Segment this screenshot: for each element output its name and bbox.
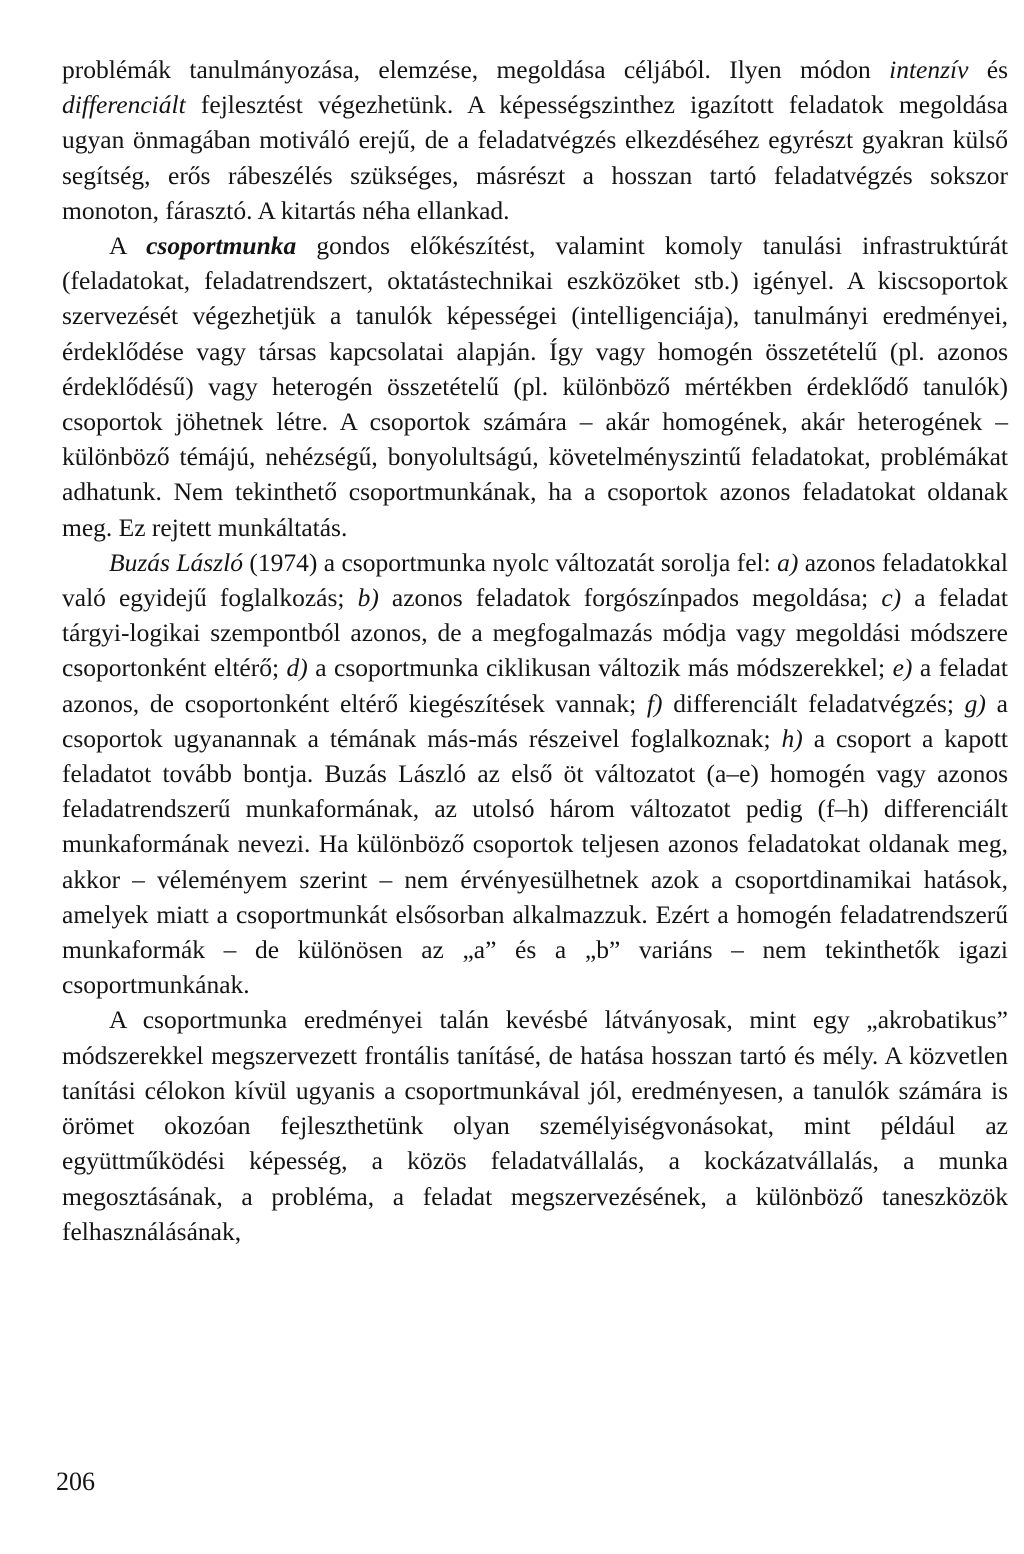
page-body (62, 52, 1008, 1249)
text-run: problémák tanulmányozása, elemzése, megoldása céljából. Ilyen módon (62, 55, 890, 84)
text-run: azonos feladatokkal való egyidejű foglalkozás; (62, 547, 1009, 613)
list-marker-h: h) (781, 723, 803, 753)
paragraph-2 (62, 228, 1008, 545)
text-run: a feladat tárgyi-logikai szempontból azonos, de a megfogalmazás módja vagy megoldási módszere csoportonként eltérő; (62, 583, 1008, 683)
list-marker-a: a) (777, 547, 799, 577)
text-run: differenciált feladatvégzés; (662, 688, 965, 718)
italic-term-differencialt: differenciált (62, 90, 186, 120)
bold-term-csoportmunka: csoportmunka (146, 231, 297, 261)
paragraph-1 (62, 52, 1008, 228)
list-marker-c: c) (881, 583, 902, 613)
text-run: fejlesztést végezhetünk. A képességszinthez igazított feladatok megoldása ugyan önmagában motiváló erejű, de a feladatvégzés elkezdéséhez egyrészt gyakran külső segítség, erős rábeszélés szükséges, másrészt a hosszan tartó feladatvégzés sokszor monoton, fárasztó. A kitartás néha ellankad. (62, 90, 1008, 225)
text-run: A (109, 231, 147, 261)
italic-author-name: Buzás László (109, 547, 243, 577)
paragraph-3 (62, 545, 1008, 1003)
text-run: a csoport a kapott feladatot tovább bontja. Buzás László az első öt változatot (a–e) homogén vagy azonos feladatrendszerű munkaformának, az utolsó három változatot pedig (f–h) differenciált munkaformának nevezi. Ha különböző csoportok teljesen azonos feladatokat oldanak meg, akkor – véleményem szerint – nem érvényesülhetnek azok a csoportdinamikai hatások, amelyek miatt a csoportmunkát elsősorban alkalmazzuk. Ezért a homogén feladatrendszerű munkaformák – de különösen az „a” és a „b” variáns – nem tekinthetők igazi csoportmunkának. (62, 723, 1008, 1000)
list-marker-g: g) (964, 688, 986, 718)
list-marker-b: b) (357, 583, 379, 613)
text-run: a feladat azonos, de csoportonként eltérő kiegészítések vannak; (62, 653, 1009, 718)
text-run: a csoportmunka ciklikusan változik más módszerekkel; (307, 653, 893, 683)
list-marker-d: d) (286, 653, 308, 683)
text-run: (1974) a csoportmunka nyolc változatát sorolja fel: (242, 547, 778, 577)
text-run: a csoportok ugyanannak a témának más-más részeivel foglalkoznak; (62, 688, 1008, 753)
page-number: 206 (56, 1467, 95, 1496)
text-run: gondos előkészítést, valamint komoly tanulási infrastruktúrát (feladatokat, feladatrendszert, oktatástechnikai eszközöket stb.) igényel. A kiscsoportok szervezését végezhetjük a tanulók képességei (intelligenciája), tanulmányi eredményei, érdeklődése vagy társas kapcsolatai alapján. Így vagy homogén összetételű (pl. azonos érdeklődésű) vagy heterogén összetételű (pl. különböző mértékben érdeklődő tanulók) csoportok jöhetnek létre. A csoportok számára – akár homogének, akár heterogének – különböző témájú, nehézségű, bonyolultságú, követelményszintű feladatokat, problémákat adhatunk. Nem tekinthető csoportmunkának, ha a csoportok azonos feladatokat oldanak meg. Ez rejtett munkáltatás. (62, 231, 1008, 542)
italic-term-intenziv: intenzív (889, 55, 969, 84)
list-marker-e: e) (892, 653, 913, 683)
text-run: A csoportmunka eredményei talán kevésbé látványosak, mint egy „akrobatikus” módszerekkel megszervezett frontális tanításé, de hatása hosszan tartó és mély. A közvetlen tanítási célokon kívül ugyanis a csoportmunkával jól, eredményesen, a tanulók számára is örömet okozóan fejleszthetünk olyan személyiségvonásokat, mint például az együttműködési képesség, a közös feladatvállalás, a kockázatvállalás, a munka megosztásának, a probléma, a feladat megszervezésének, a különböző taneszközök felhasználásának, (62, 1005, 1008, 1246)
text-run: és (968, 55, 1008, 84)
text-run: azonos feladatok forgószínpados megoldása; (378, 583, 882, 613)
paragraph-4 (62, 1002, 1008, 1248)
list-marker-f: f) (646, 688, 663, 718)
